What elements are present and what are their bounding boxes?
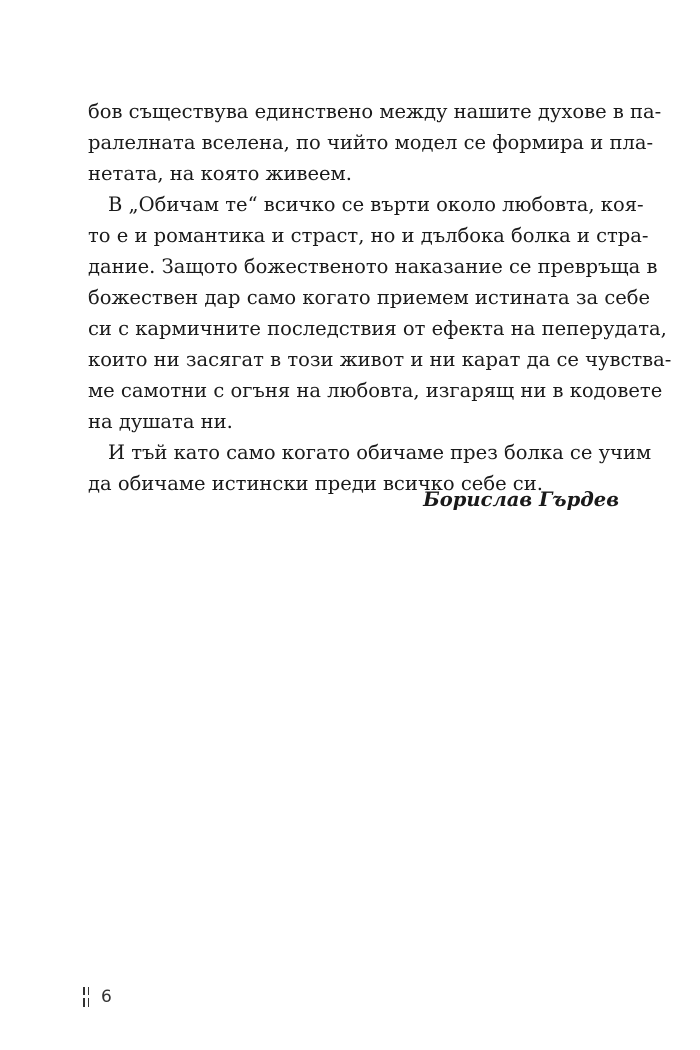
- text-line: ме самотни с огъня на любовта, изгарящ ни в кодовете: [88, 379, 663, 402]
- page-footer: [83, 985, 112, 1009]
- page-marker-icon: [83, 987, 89, 1007]
- text-line: В „Обичам те“ всичко се върти около любовта, коя-: [108, 193, 644, 216]
- text-line: които ни засягат в този живот и ни карат да се чувства-: [88, 348, 672, 371]
- text-line: да обичаме истински преди всичко себе си.: [88, 472, 543, 495]
- text-line: И тъй като само когато обичаме през болка се учим: [108, 441, 652, 464]
- page-number: 6: [101, 987, 112, 1007]
- text-line: то е и романтика и страст, но и дълбока болка и стра-: [88, 224, 649, 247]
- text-line: нетата, на която живеем.: [88, 162, 352, 185]
- text-line: си с кармичните последствия от ефекта на пеперудата,: [88, 317, 667, 340]
- text-line: на душата ни.: [88, 410, 233, 433]
- body-text: [88, 96, 672, 499]
- text-line: бов съществува единствено между нашите духове в па-: [88, 100, 662, 123]
- text-line: ралелната вселена, по чийто модел се формира и пла-: [88, 131, 654, 154]
- text-line: божествен дар само когато приемем истината за себе: [88, 286, 651, 309]
- text-line: дание. Защото божественото наказание се превръща в: [88, 255, 658, 278]
- author-signature: Борислав Гърдев: [423, 488, 619, 511]
